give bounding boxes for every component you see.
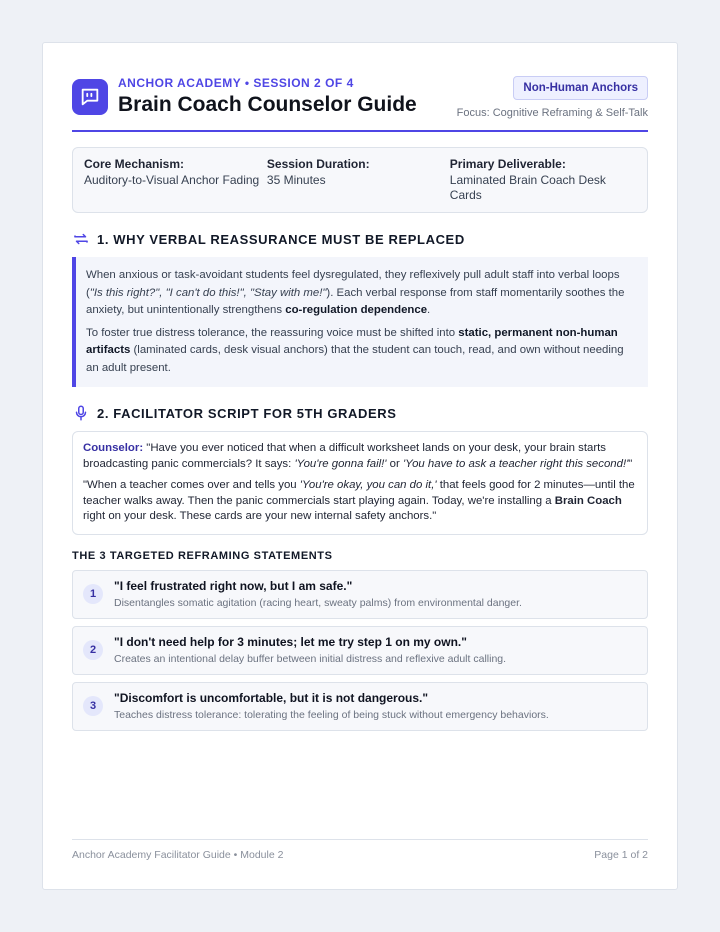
statement-title: "Discomfort is uncomfortable, but it is not dangerous." — [114, 690, 429, 705]
statement-description: Teaches distress tolerance: tolerating the feeling of being stuck without emergency behaviors. — [114, 708, 549, 721]
statement-card — [72, 682, 648, 731]
header-divider — [72, 130, 648, 132]
script-paragraph1: Counselor: "Have you ever noticed that when a difficult worksheet lands on your desk, your brain starts broadcasting panic commercials? It says: 'You're gonna fail!' or 'You have to ask a teacher right this second!'" — [83, 442, 633, 470]
statement-description: Creates an intentional delay buffer between initial distress and reflexive adult calling. — [114, 652, 507, 665]
statement-card — [72, 626, 648, 675]
meta-core-mechanism: Core Mechanism: Auditory-to-Visual Anchor Fading — [84, 157, 260, 187]
series-kicker: ANCHOR ACADEMY • SESSION 2 OF 4 — [118, 76, 354, 90]
brand — [72, 76, 417, 118]
section1-paragraph2: To foster true distress tolerance, the reassuring voice must be shifted into static, permanent non-human artifacts (laminated cards, desk visual anchors) that the student can touch, read, and own without needing an adult present. — [86, 326, 624, 374]
meta-session-duration: Session Duration: 35 Minutes — [266, 157, 370, 187]
section1-callout — [72, 257, 648, 387]
guide-page — [42, 42, 678, 890]
page-title: Brain Coach Counselor Guide — [118, 93, 417, 116]
statements-heading: THE 3 TARGETED REFRAMING STATEMENTS — [72, 549, 333, 562]
session-meta — [72, 147, 648, 213]
statement-description: Disentangles somatic agitation (racing heart, sweaty palms) from environmental danger. — [114, 596, 522, 609]
facilitator-script — [72, 431, 648, 535]
speaker-label: Counselor: — [83, 442, 144, 454]
section1-paragraph1: When anxious or task-avoidant students feel dysregulated, they reflexively pull adult staff into verbal loops ("Is this right?", "I can't do this!", "Stay with me!"). Each verbal response from staff momentarily soothes the anxiety, but unintentionally strengthens co-regulation dependence. — [86, 269, 625, 316]
microphone-icon — [72, 404, 90, 422]
speech-quote-icon — [72, 79, 108, 115]
category-badge: Non-Human Anchors — [513, 76, 648, 100]
statement-number: 3 — [83, 696, 103, 716]
statement-number: 2 — [83, 640, 103, 660]
header — [72, 77, 648, 117]
section1-heading: 1. WHY VERBAL REASSURANCE MUST BE REPLACED — [72, 230, 648, 248]
script-paragraph2: "When a teacher comes over and tells you 'You're okay, you can do it,' that feels good for 2 minutes—until the teacher walks away. Then the panic commercials start playing again. Today, we're installing a Brain Coach right on your desk. These cards are your new internal safety anchors." — [83, 479, 635, 522]
meta-primary-deliverable: Primary Deliverable: Laminated Brain Coach Desk Cards — [449, 157, 606, 202]
footer-title: Anchor Academy Facilitator Guide • Module 2 — [72, 849, 284, 861]
statement-number: 1 — [83, 584, 103, 604]
statement-card — [72, 570, 648, 619]
section2-heading: 2. FACILITATOR SCRIPT FOR 5TH GRADERS — [72, 404, 648, 422]
page-footer — [72, 839, 648, 861]
swap-arrows-icon — [72, 230, 90, 248]
focus-line: Focus: Cognitive Reframing & Self-Talk — [456, 106, 648, 119]
page-number: Page 1 of 2 — [594, 849, 648, 861]
statement-title: "I feel frustrated right now, but I am safe." — [114, 578, 353, 593]
statement-title: "I don't need help for 3 minutes; let me try step 1 on my own." — [114, 634, 467, 649]
